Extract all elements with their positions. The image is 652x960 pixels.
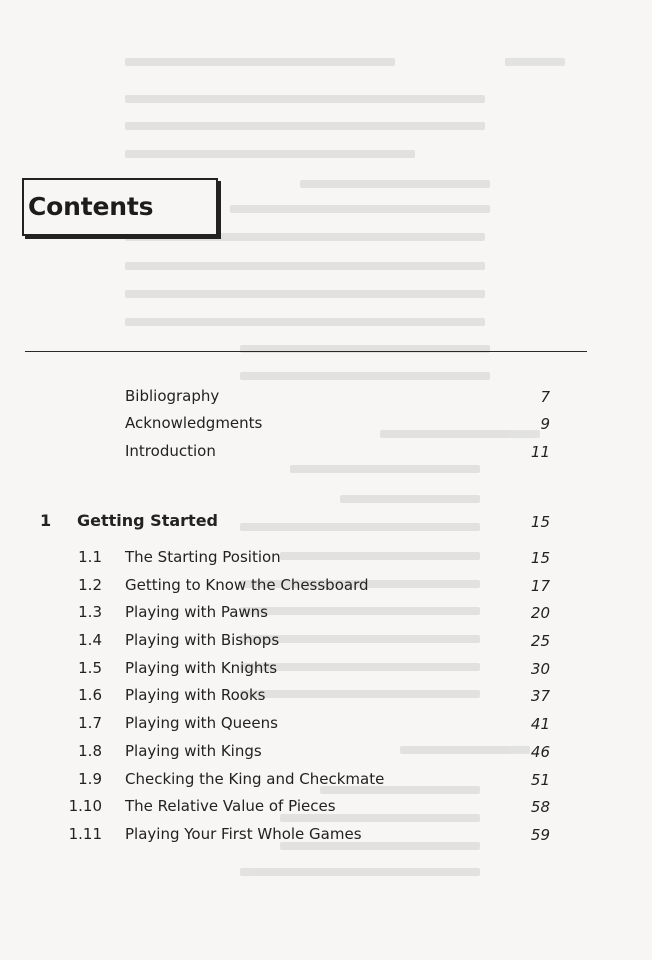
toc-entry-acknowledgments[interactable]: Acknowledgments [125,414,263,432]
section-number: 1.3 [78,603,102,621]
section-number: 1.10 [68,797,102,815]
section-number: 1.1 [78,548,102,566]
toc-entry-section[interactable]: Checking the King and Checkmate [125,770,385,788]
toc-entry-section[interactable]: Playing with Bishops [125,631,280,649]
toc-entry-chapter-title[interactable]: Getting Started [77,511,218,530]
toc-page-section: 20 [530,604,550,622]
divider-rule [25,351,587,352]
section-number: 1.9 [78,770,102,788]
toc-page-introduction: 11 [530,443,550,461]
toc-page-section: 51 [530,771,550,789]
toc-entry-introduction[interactable]: Introduction [125,442,216,460]
toc-page-chapter: 15 [530,513,550,531]
toc-page-acknowledgments: 9 [540,415,550,433]
toc-page-section: 41 [530,715,550,733]
toc-page-section: 37 [530,687,550,705]
toc-entry-section[interactable]: Playing with Knights [125,659,278,677]
section-number: 1.6 [78,686,102,704]
toc-page-section: 30 [530,660,550,678]
toc-entry-section[interactable]: Playing Your First Whole Games [125,825,362,843]
toc-page-bibliography: 7 [540,388,550,406]
section-number: 1.8 [78,742,102,760]
page-title: Contents [28,192,154,221]
chapter-number: 1 [40,511,52,530]
toc-page-section: 58 [530,798,550,816]
toc-page-section: 17 [530,577,550,595]
section-number: 1.2 [78,576,102,594]
toc-entry-section[interactable]: Playing with Rooks [125,686,266,704]
section-number: 1.5 [78,659,102,677]
toc-entry-section[interactable]: Playing with Pawns [125,603,268,621]
toc-page-section: 15 [530,549,550,567]
toc-page-section: 25 [530,632,550,650]
section-number: 1.7 [78,714,102,732]
toc-entry-section[interactable]: The Starting Position [125,548,281,566]
toc-page-section: 59 [530,826,550,844]
toc-entry-bibliography[interactable]: Bibliography [125,387,220,405]
toc-entry-section[interactable]: Playing with Kings [125,742,262,760]
toc-entry-section[interactable]: The Relative Value of Pieces [125,797,336,815]
section-number: 1.4 [78,631,102,649]
section-number: 1.11 [68,825,102,843]
toc-entry-section[interactable]: Getting to Know the Chessboard [125,576,369,594]
toc-page-section: 46 [530,743,550,761]
toc-entry-section[interactable]: Playing with Queens [125,714,278,732]
